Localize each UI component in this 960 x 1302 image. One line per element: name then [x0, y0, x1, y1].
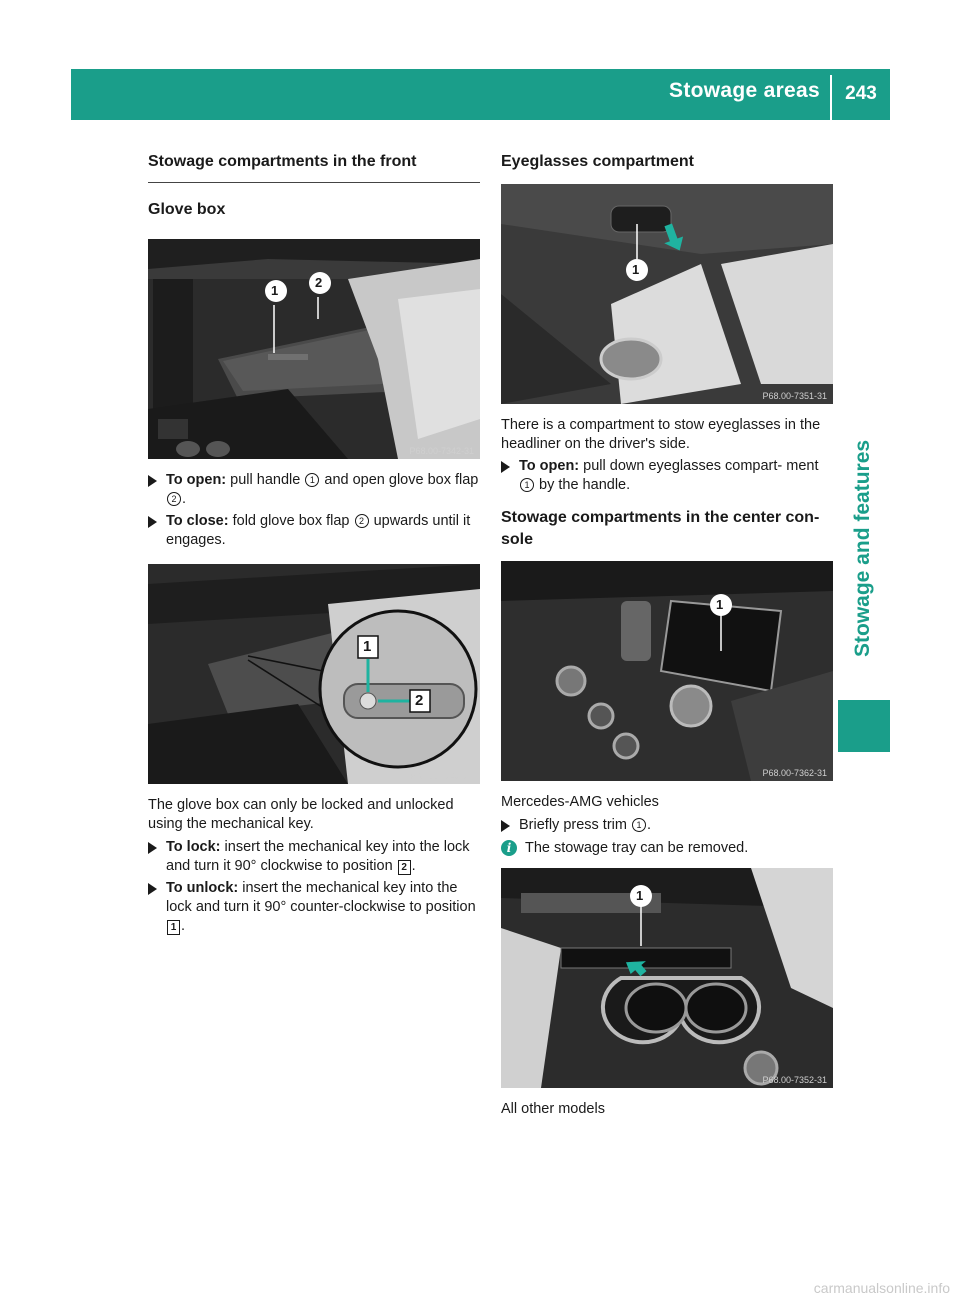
side-tab: [838, 440, 890, 710]
side-tab-label: Stowage and features: [851, 440, 874, 658]
step-arrow-icon: [501, 820, 510, 832]
callout-2: 2: [315, 275, 323, 290]
callout-eyeglasses-1: 1: [632, 262, 640, 277]
glove-box-heading: Glove box: [148, 201, 226, 218]
info-icon: i: [501, 840, 517, 856]
center-console-heading: Stowage compartments in the center con- sole: [501, 509, 820, 548]
caption-amg: Mercedes-AMG vehicles: [501, 794, 659, 810]
center-console-other-photo: [501, 868, 833, 1088]
step-press-trim: Briefly press trim 1 .: [501, 816, 833, 835]
position-1: 1: [167, 920, 180, 935]
step-unlock: To unlock: insert the mechanical key into the lock and turn it 90° counter-clockwise to position 1 .: [148, 879, 480, 936]
glove-box-lock-photo: [148, 564, 480, 784]
eyeglasses-heading: Eyeglasses compartment: [501, 153, 694, 170]
ref-2: 2: [167, 492, 181, 506]
step-lock: To lock: insert the mechanical key into the lock and turn it 90° clockwise to position 2 .: [148, 838, 480, 876]
page-number: 243: [845, 83, 877, 104]
figure-code: P68.00-7343-31: [409, 771, 474, 781]
glove-box-photo: [148, 239, 480, 459]
footer-watermark: carmanualsonline.info: [813, 1280, 950, 1296]
step-open: To open: pull handle 1 and open glove box flap 2 .: [148, 471, 480, 509]
callout-lock-1: 1: [363, 638, 372, 655]
ref-1: 1: [632, 818, 646, 832]
figure-code: P68.00-7351-31: [762, 391, 827, 401]
side-tab-marker: [838, 700, 890, 752]
callout-1: 1: [271, 283, 279, 298]
figure-code: P68.00-7342-31: [409, 446, 474, 456]
caption-other-models: All other models: [501, 1101, 605, 1117]
step-arrow-icon: [148, 516, 157, 528]
step-arrow-icon: [148, 475, 157, 487]
page-header: [71, 69, 890, 120]
callout-other-1: 1: [636, 888, 644, 903]
step-arrow-icon: [148, 842, 157, 854]
ref-2: 2: [355, 514, 369, 528]
left-column: [148, 150, 480, 936]
lock-note: The glove box can only be locked and unlocked using the mechanical key.: [148, 797, 454, 832]
ref-1: 1: [520, 478, 534, 492]
section-title: Stowage compartments in the front: [148, 150, 480, 183]
callout-amg-1: 1: [716, 597, 724, 612]
eyeglasses-photo: [501, 184, 833, 404]
step-open-eyeglasses: To open: pull down eyeglasses compart- ment 1 by the handle.: [501, 457, 833, 495]
chapter-title: Stowage areas: [669, 79, 820, 102]
right-column: [501, 150, 833, 1119]
step-close: To close: fold glove box flap 2 upwards until it engages.: [148, 512, 480, 550]
position-2: 2: [398, 860, 411, 875]
ref-1: 1: [305, 473, 319, 487]
info-note: i The stowage tray can be removed.: [501, 839, 833, 858]
step-arrow-icon: [501, 461, 510, 473]
figure-code: P68.00-7362-31: [762, 768, 827, 778]
figure-code: P68.00-7352-31: [762, 1075, 827, 1085]
center-console-amg-photo: [501, 561, 833, 781]
callout-lock-2: 2: [415, 692, 424, 709]
eyeglasses-text: There is a compartment to stow eyeglasses in the headliner on the driver's side.: [501, 417, 821, 452]
step-arrow-icon: [148, 883, 157, 895]
